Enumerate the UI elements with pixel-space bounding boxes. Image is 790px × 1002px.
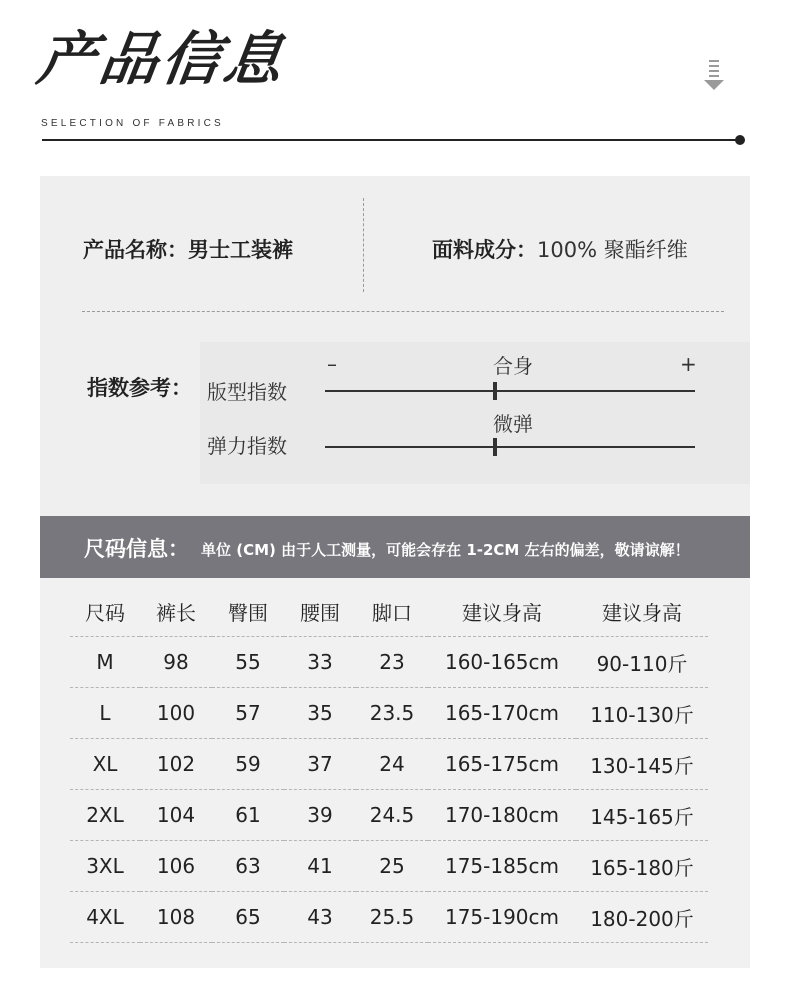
table-row	[70, 790, 708, 841]
stretch-index-value: 微弹	[493, 412, 533, 436]
table-cell: 100	[140, 688, 212, 739]
table-cell: 108	[140, 892, 212, 943]
table-cell: 24.5	[356, 790, 428, 841]
table-cell: 33	[284, 637, 356, 688]
fabric-label: 面料成分：	[432, 238, 537, 262]
table-cell: 102	[140, 739, 212, 790]
table-cell: 98	[140, 637, 212, 688]
page-title: 产品信息	[33, 25, 291, 93]
table-cell: 55	[212, 637, 284, 688]
fit-index-label: 版型指数	[207, 380, 287, 404]
table-cell: 106	[140, 841, 212, 892]
size-title: 尺码信息：	[84, 537, 189, 561]
table-cell: XL	[70, 739, 140, 790]
table-cell: 23	[356, 637, 428, 688]
table-cell: 104	[140, 790, 212, 841]
table-cell: 165-180斤	[576, 841, 708, 892]
table-row	[70, 892, 708, 943]
product-name-value: 男士工装裤	[188, 238, 293, 262]
arrow-down-icon	[703, 58, 725, 94]
header-divider-dot	[735, 135, 745, 145]
product-name	[83, 234, 293, 264]
col-hem: 脚口	[356, 586, 428, 637]
table-cell: M	[70, 637, 140, 688]
col-height: 建议身高	[428, 586, 576, 637]
col-size: 尺码	[70, 586, 140, 637]
table-cell: 145-165斤	[576, 790, 708, 841]
table-cell: 35	[284, 688, 356, 739]
table-cell: L	[70, 688, 140, 739]
table-cell: 165-175cm	[428, 739, 576, 790]
table-cell: 3XL	[70, 841, 140, 892]
product-name-label: 产品名称：	[83, 238, 188, 262]
size-table	[70, 586, 708, 943]
size-table-panel	[40, 578, 750, 968]
table-cell: 23.5	[356, 688, 428, 739]
table-cell: 57	[212, 688, 284, 739]
table-cell: 180-200斤	[576, 892, 708, 943]
stretch-index-marker	[493, 438, 497, 456]
page-subtitle: SELECTION OF FABRICS	[41, 118, 224, 129]
horizontal-divider	[82, 311, 724, 312]
table-cell: 24	[356, 739, 428, 790]
index-box	[200, 342, 750, 484]
vertical-divider	[363, 198, 364, 292]
table-cell: 63	[212, 841, 284, 892]
table-cell: 175-190cm	[428, 892, 576, 943]
fit-index-value: 合身	[493, 354, 533, 378]
col-weight: 建议身高	[576, 586, 708, 637]
table-row	[70, 739, 708, 790]
table-cell: 59	[212, 739, 284, 790]
table-cell: 130-145斤	[576, 739, 708, 790]
table-cell: 4XL	[70, 892, 140, 943]
scale-minus: –	[327, 352, 337, 376]
table-cell: 25	[356, 841, 428, 892]
table-cell: 25.5	[356, 892, 428, 943]
fabric-composition	[432, 234, 688, 264]
fabric-value: 100% 聚酯纤维	[537, 238, 688, 262]
table-cell: 175-185cm	[428, 841, 576, 892]
table-cell: 41	[284, 841, 356, 892]
table-cell: 160-165cm	[428, 637, 576, 688]
table-cell: 65	[212, 892, 284, 943]
table-row	[70, 841, 708, 892]
header-divider	[42, 139, 738, 141]
fit-index-scale	[325, 390, 695, 392]
scale-plus: +	[680, 352, 697, 376]
product-info-panel	[40, 176, 750, 516]
col-length: 裤长	[140, 586, 212, 637]
table-row	[70, 637, 708, 688]
table-cell: 165-170cm	[428, 688, 576, 739]
table-cell: 170-180cm	[428, 790, 576, 841]
col-hip: 臀围	[212, 586, 284, 637]
stretch-index-scale	[325, 446, 695, 448]
table-row	[70, 688, 708, 739]
size-note: 单位 (CM) 由于人工测量，可能会存在 1-2CM 左右的偏差，敬请谅解！	[201, 541, 690, 559]
table-cell: 39	[284, 790, 356, 841]
fit-index-marker	[493, 382, 497, 400]
table-cell: 43	[284, 892, 356, 943]
stretch-index-label: 弹力指数	[207, 434, 287, 458]
col-waist: 腰围	[284, 586, 356, 637]
table-header-row	[70, 586, 708, 637]
table-cell: 61	[212, 790, 284, 841]
table-cell: 110-130斤	[576, 688, 708, 739]
size-banner	[40, 516, 750, 578]
table-cell: 2XL	[70, 790, 140, 841]
index-label: 指数参考：	[87, 376, 192, 400]
table-cell: 37	[284, 739, 356, 790]
table-cell: 90-110斤	[576, 637, 708, 688]
